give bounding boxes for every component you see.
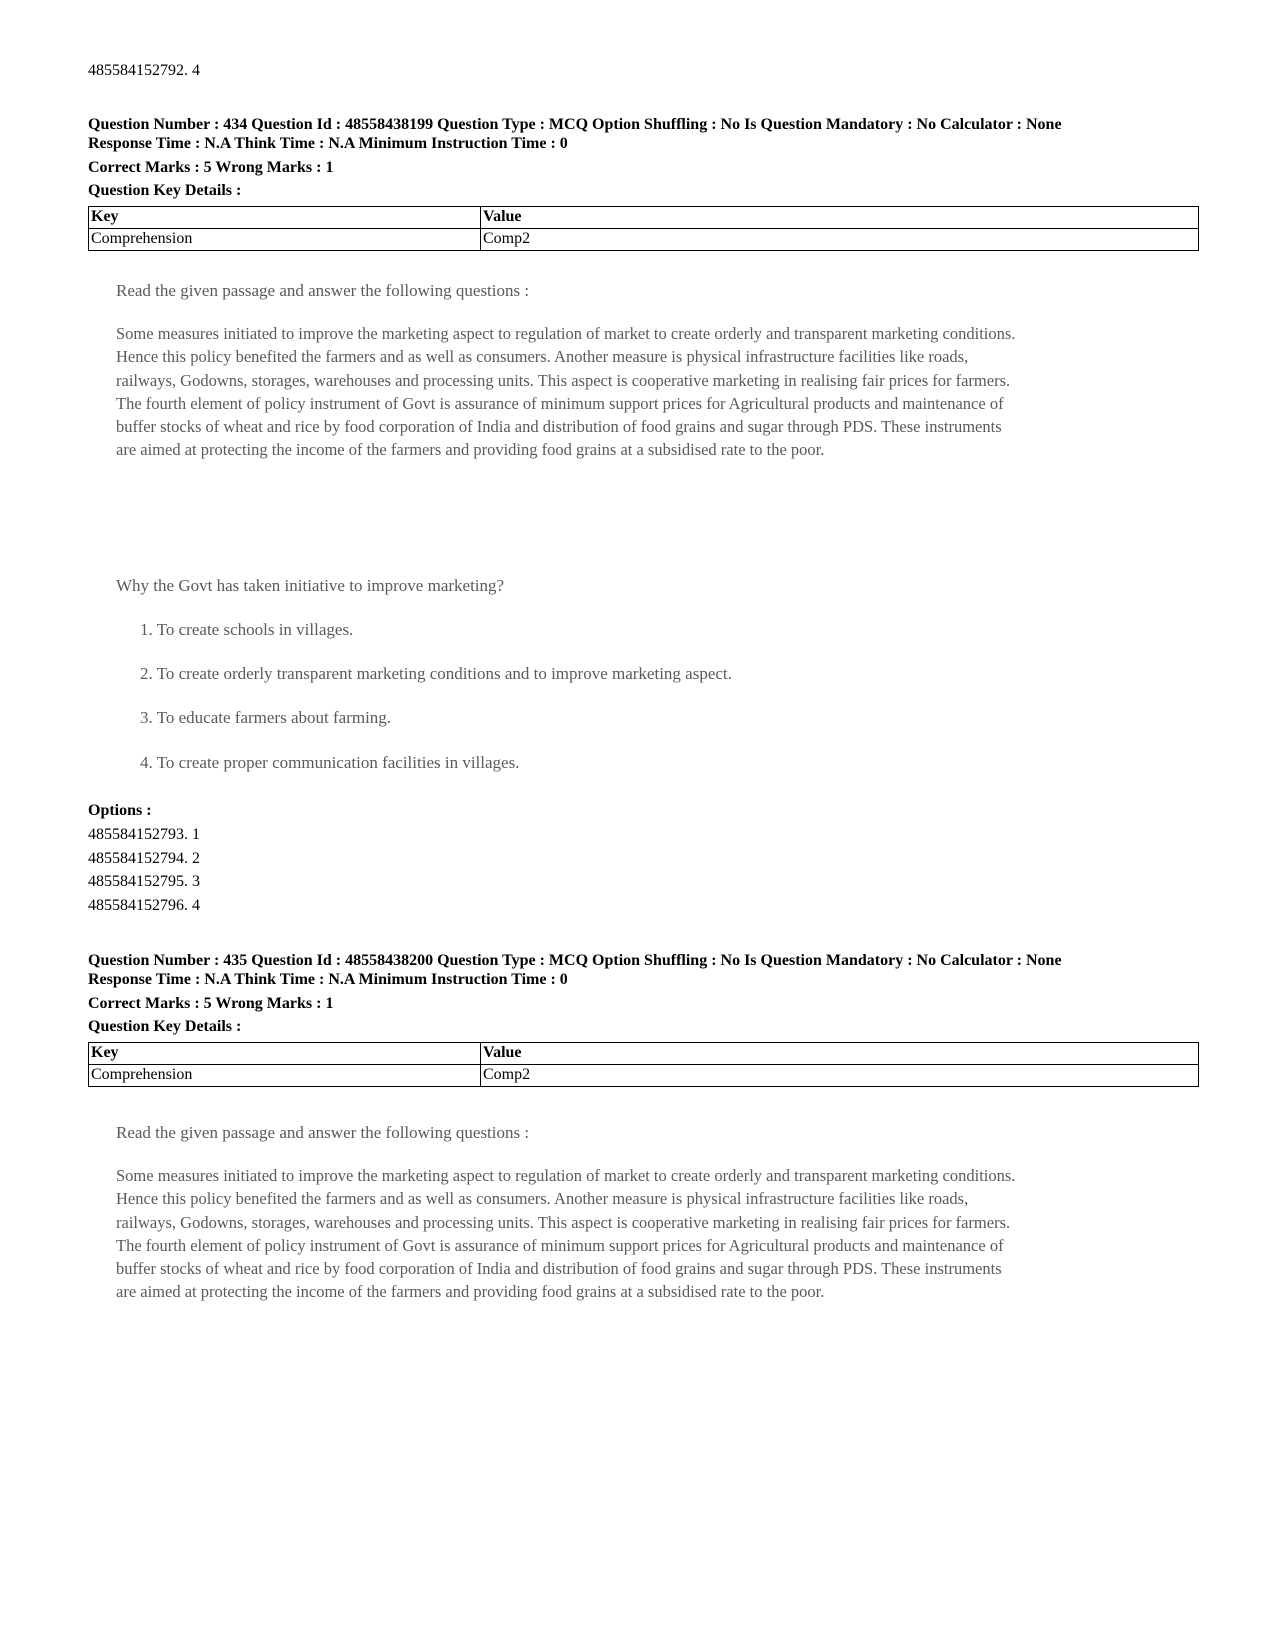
table-header-row xyxy=(89,1043,1199,1065)
answer-choice: 3. To educate farmers about farming. xyxy=(140,708,392,727)
table-row xyxy=(89,229,1199,251)
table-cell-value: Comp2 xyxy=(481,229,1199,251)
key-details-label: Question Key Details : xyxy=(88,182,242,199)
table-cell-key: Comprehension xyxy=(89,229,481,251)
previous-option-ref: 485584152792. 4 xyxy=(88,62,200,79)
passage-instruction: Read the given passage and answer the following questions : xyxy=(116,281,530,300)
question-header-line2: Response Time : N.A Think Time : N.A Minimum Instruction Time : 0 xyxy=(88,135,568,152)
table-row xyxy=(89,1065,1199,1087)
question-header-line1: Question Number : 435 Question Id : 48558438200 Question Type : MCQ Option Shuffling : No Is Question Mandatory : No Calculator : None xyxy=(88,952,1062,969)
key-details-table xyxy=(88,1042,1199,1087)
passage-instruction: Read the given passage and answer the following questions : xyxy=(116,1123,530,1142)
answer-choice: 2. To create orderly transparent marketing conditions and to improve marketing aspect. xyxy=(140,664,732,683)
table-header-key: Key xyxy=(89,207,481,229)
marks-line: Correct Marks : 5 Wrong Marks : 1 xyxy=(88,159,334,176)
marks-line: Correct Marks : 5 Wrong Marks : 1 xyxy=(88,995,334,1012)
answer-choice: 1. To create schools in villages. xyxy=(140,620,354,639)
passage-text: Some measures initiated to improve the marketing aspect to regulation of market to create orderly and transparent marketing conditions. Hence this policy benefited the farmers and as well as consumers. Another measure is physical infrastructure facilities like roads, railways, Godowns, storages, warehouses and processing units. This aspect is cooperative marketing in realising fair prices for farmers. The fourth element of policy instrument of Govt is assurance of minimum support prices for Agricultural products and maintenance of buffer stocks of wheat and rice by food corporation of India and distribution of food grains and sugar through PDS. These instruments are aimed at protecting the income of the farmers and providing food grains at a subsidised rate to the poor. xyxy=(116,1166,1016,1302)
table-header-value: Value xyxy=(481,1043,1199,1065)
passage-text: Some measures initiated to improve the marketing aspect to regulation of market to create orderly and transparent marketing conditions. Hence this policy benefited the farmers and as well as consumers. Another measure is physical infrastructure facilities like roads, railways, Godowns, storages, warehouses and processing units. This aspect is cooperative marketing in realising fair prices for farmers. The fourth element of policy instrument of Govt is assurance of minimum support prices for Agricultural products and maintenance of buffer stocks of wheat and rice by food corporation of India and distribution of food grains and sugar through PDS. These instruments are aimed at protecting the income of the farmers and providing food grains at a subsidised rate to the poor. xyxy=(116,324,1016,460)
key-details-label: Question Key Details : xyxy=(88,1018,242,1035)
table-header-value: Value xyxy=(481,207,1199,229)
table-cell-key: Comprehension xyxy=(89,1065,481,1087)
answer-choice: 4. To create proper communication facilities in villages. xyxy=(140,753,520,772)
question-text: Why the Govt has taken initiative to improve marketing? xyxy=(116,576,505,595)
option-item: 485584152794. 2 xyxy=(88,850,200,867)
table-cell-value: Comp2 xyxy=(481,1065,1199,1087)
key-details-table xyxy=(88,206,1199,251)
option-item: 485584152793. 1 xyxy=(88,826,200,843)
question-header-line1: Question Number : 434 Question Id : 48558438199 Question Type : MCQ Option Shuffling : No Is Question Mandatory : No Calculator : None xyxy=(88,116,1062,133)
option-item: 485584152795. 3 xyxy=(88,873,200,890)
option-item: 485584152796. 4 xyxy=(88,897,200,914)
options-label: Options : xyxy=(88,802,152,819)
question-header-line2: Response Time : N.A Think Time : N.A Minimum Instruction Time : 0 xyxy=(88,971,568,988)
table-header-row xyxy=(89,207,1199,229)
table-header-key: Key xyxy=(89,1043,481,1065)
